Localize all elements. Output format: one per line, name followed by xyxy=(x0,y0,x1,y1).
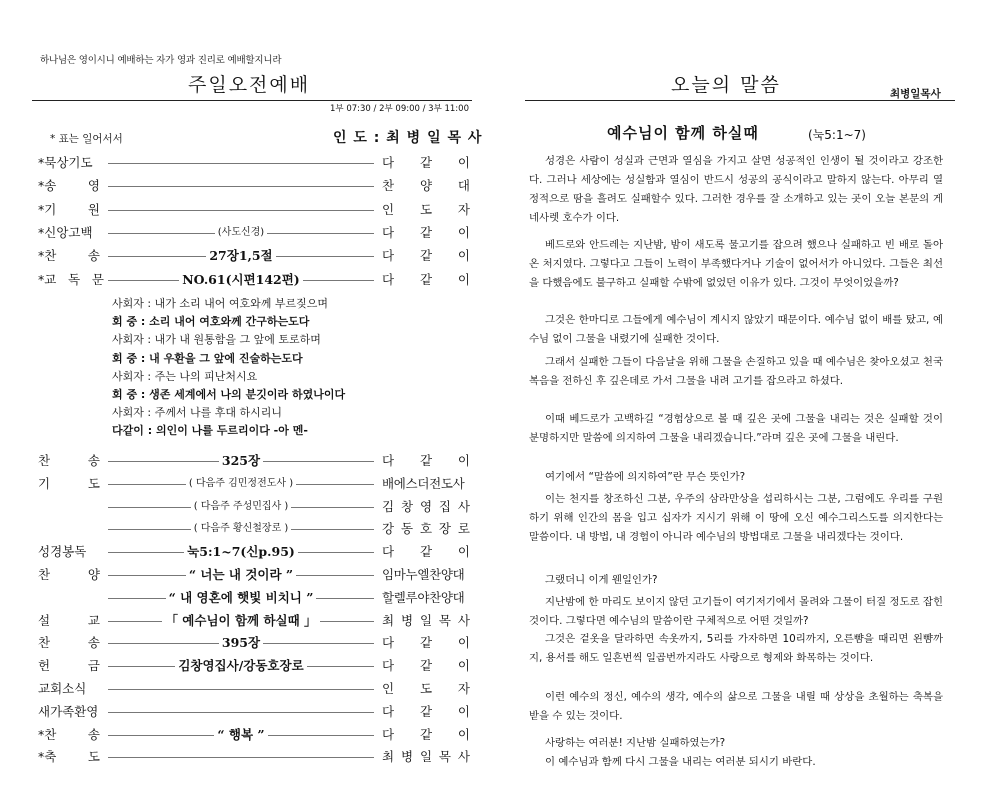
service-item-leader: 다 같 이 xyxy=(382,271,470,287)
sermon-reference: (눅5:1~7) xyxy=(808,128,866,142)
service-item-row xyxy=(38,542,470,562)
responsive-speaker: 사회자 : xyxy=(112,333,155,347)
responsive-line xyxy=(112,295,328,311)
service-item-row xyxy=(38,497,470,517)
service-item-label: 교회소식 xyxy=(38,681,87,696)
leader-line xyxy=(108,689,374,690)
sermon-paragraph: 그것은 겉옷을 달라하면 속옷까지, 5리를 가자하면 10리까지, 오른뺨을 때리면 왼뺨까지, 용서를 해도 일흔번씩 일곱번까지라도 사랑으로 형제와 화목하는 것이다. xyxy=(529,633,943,664)
sermon-section-header: 오늘의 말씀 xyxy=(671,74,781,96)
responsive-speaker: 다같이 : xyxy=(112,424,156,438)
sermon-paragraph: 이때 베드로가 고백하길 “경험상으로 볼 때 깊은 곳에 그물을 내리는 것은 실패할 것이 분명하지만 말씀에 의지하여 그물을 내리겠습니다.”라며 깊은 곳에 그물을 내린다. xyxy=(529,413,943,444)
sermon-paragraph: 그래서 실패한 그들이 다음날을 위해 그물을 손질하고 있을 때 예수님은 찾아오셨고 천국 복음을 전하신 후 깊은데로 가서 그물을 내려 고기를 잡으라고 하셨다. xyxy=(529,356,943,387)
service-item-label: 성경봉독 xyxy=(38,544,87,560)
responsive-line xyxy=(112,404,282,420)
service-item-leader: 다 같 이 xyxy=(382,155,470,170)
responsive-speaker: 사회자 : xyxy=(112,369,155,383)
service-item-row xyxy=(38,702,470,722)
service-item-leader: 다 같 이 xyxy=(382,224,470,240)
service-item-row xyxy=(38,611,470,631)
sermon-paragraph: 여기에서 “말씀에 의지하여”란 무슨 뜻인가? xyxy=(545,471,746,483)
service-item-detail: “ 내 영혼에 햇빛 비치니 ” xyxy=(108,588,374,606)
bulletin-motto: 하나님은 영이시니 예배하는 자가 영과 진리로 예배할지니라 xyxy=(40,55,282,66)
service-item-row xyxy=(38,223,470,243)
service-item-label: 찬 양 xyxy=(38,567,100,582)
sermon-title: 예수님이 함께 하실때 xyxy=(607,124,759,142)
service-item-detail: 눅5:1~7(신p.95) xyxy=(108,542,374,560)
service-item-label: *찬 송 xyxy=(38,248,100,264)
right-divider xyxy=(525,100,955,101)
service-item-leader: 인 도 자 xyxy=(382,201,470,217)
service-item-leader: 임마누엘찬양대 xyxy=(382,567,465,582)
responsive-text: 주는 나의 피난처시요 xyxy=(154,369,258,383)
service-item-detail: NO.61(시편142편) xyxy=(108,270,374,288)
service-item-detail: 김창영집사/강동호장로 xyxy=(108,656,374,674)
responsive-line xyxy=(112,313,309,329)
service-item-detail: ( 다음주 황신철장로 ) xyxy=(108,519,374,534)
service-item-detail: ( 다음주 주성민집사 ) xyxy=(108,497,374,512)
service-item-detail: “ 너는 내 것이라 ” xyxy=(108,565,374,583)
service-item-row xyxy=(38,588,470,608)
service-item-row xyxy=(38,153,470,173)
service-item-leader: 다 같 이 xyxy=(382,726,470,742)
service-item-label: 헌 금 xyxy=(38,658,100,674)
service-item-row xyxy=(38,725,470,745)
sermon-paragraph: 이런 예수의 정신, 예수의 생각, 예수의 삶으로 그물을 내릴 때 상상을 초월하는 축복을 받을 수 있는 것이다. xyxy=(529,691,943,722)
sermon-paragraph: 이 예수님과 함께 다시 그물을 내리는 여러분 되시기 바란다. xyxy=(545,756,816,768)
service-times: 1부 07:30 / 2부 09:00 / 3부 11:00 xyxy=(330,104,469,114)
responsive-speaker: 사회자 : xyxy=(112,297,155,310)
service-item-leader: 찬 양 대 xyxy=(382,178,470,194)
service-item-leader: 다 같 이 xyxy=(382,453,470,468)
service-item-row xyxy=(38,747,470,767)
responsive-text: 생존 세계에서 나의 분깃이라 하였나이다 xyxy=(149,388,346,401)
service-item-leader: 다 같 이 xyxy=(382,544,470,560)
service-item-row xyxy=(38,200,470,220)
service-item-row xyxy=(38,565,470,585)
service-item-detail: “ 행복 ” xyxy=(108,725,374,743)
service-item-row xyxy=(38,656,470,676)
service-item-label: 찬 송 xyxy=(38,635,100,651)
service-item-leader: 강 동 호 장 로 xyxy=(382,521,470,537)
service-item-leader: 다 같 이 xyxy=(382,658,470,674)
service-item-detail: ( 다음주 김민정전도사 ) xyxy=(108,474,374,489)
responsive-text: 의인이 나를 두르리이다 -아 멘- xyxy=(155,424,308,438)
service-item-label: *신앙고백 xyxy=(38,224,93,240)
sermon-paragraph: 베드로와 안드레는 지난밤, 밤이 새도록 물고기를 잡으려 했으나 실패하고 빈 배로 돌아온 처지였다. 그렇다고 그들이 노력이 부족했다거나 기술이 없어서가 아니었다. 그들은 최선을 다했음에도 불구하고 실패할 수밖에 없었던 이유가 있다. 그것이 무엇이었을까? xyxy=(529,239,943,289)
responsive-speaker: 회 중 : xyxy=(112,315,150,329)
service-item-leader: 배에스더전도사 xyxy=(382,475,465,491)
service-item-row xyxy=(38,451,470,471)
service-item-row xyxy=(38,679,470,699)
sermon-paragraph: 지난밤에 한 마리도 보이지 않던 고기들이 여기저기에서 몰려와 그물이 터질 정도로 잡힌 것이다. 그렇다면 예수님의 말씀이란 구체적으로 어떤 것일까? xyxy=(529,596,943,627)
service-item-label: 찬 송 xyxy=(38,453,100,468)
service-item-label: *묵상기도 xyxy=(38,155,93,170)
leader-line xyxy=(108,163,374,164)
service-item-label: *기 원 xyxy=(38,201,100,217)
service-item-label: 기 도 xyxy=(38,475,100,491)
preacher-name: 최병일목사 xyxy=(890,88,941,100)
responsive-line xyxy=(112,331,321,347)
responsive-text: 소리 내어 여호와께 간구하는도다 xyxy=(149,315,310,329)
sermon-paragraph: 그랬더니 이게 웬일인가? xyxy=(545,574,658,586)
service-item-detail: 395장 xyxy=(108,633,374,651)
sermon-paragraph: 그것은 한마디로 그들에게 예수님이 계시지 않았기 때문이다. 예수님 없이 배를 탔고, 예수님 없이 그물을 내렸기에 실패한 것이다. xyxy=(529,314,943,345)
sermon-paragraph: 이는 천지를 창조하신 그분, 우주의 삼라만상을 섭리하시는 그분, 그럼에도 우리를 구원하기 위해 인간의 몸을 입고 십자가 지시기 위해 이 땅에 오신 예수그리스도를 의지한다는 말씀이다. 내 방법, 내 경험이 아니라 예수님의 방법대로 그물을 내리겠다는 것이다. xyxy=(529,493,943,543)
responsive-speaker: 회 중 : xyxy=(112,388,150,401)
responsive-line xyxy=(112,350,303,366)
leader-line xyxy=(108,186,374,187)
responsive-speaker: 사회자 : xyxy=(112,406,155,420)
standing-note: * 표는 일어서서 xyxy=(50,133,123,145)
service-item-row xyxy=(38,246,470,266)
service-item-leader: 다 같 이 xyxy=(382,703,470,719)
responsive-line xyxy=(112,422,308,438)
leader-line xyxy=(108,210,374,211)
service-item-detail: 27장1,5절 xyxy=(108,246,374,264)
service-item-leader: 할렐루야찬양대 xyxy=(382,589,465,605)
service-item-label: *송 영 xyxy=(38,178,100,194)
service-item-row xyxy=(38,270,470,290)
service-item-leader: 최 병 일 목 사 xyxy=(382,612,470,628)
service-item-leader: 최 병 일 목 사 xyxy=(382,749,470,765)
sermon-paragraph: 사랑하는 여러분! 지난밤 실패하였는가? xyxy=(545,737,726,749)
service-item-label: *교 독 문 xyxy=(38,271,104,287)
responsive-speaker: 회 중 : xyxy=(112,351,150,365)
service-item-row xyxy=(38,519,470,539)
leader-line xyxy=(108,757,374,758)
service-item-leader: 인 도 자 xyxy=(382,681,470,696)
service-item-leader: 다 같 이 xyxy=(382,635,470,651)
service-title: 주일오전예배 xyxy=(188,74,311,96)
service-item-label: *축 도 xyxy=(38,749,100,765)
leader-line xyxy=(108,712,374,713)
responsive-text: 내가 소리 내어 여호와께 부르짖으며 xyxy=(154,297,328,310)
service-item-row xyxy=(38,474,470,494)
service-item-label: 새가족환영 xyxy=(38,703,99,719)
responsive-text: 주께서 나를 후대 하시리니 xyxy=(154,406,282,420)
responsive-line xyxy=(112,386,345,402)
service-item-leader: 김 창 영 집 사 xyxy=(382,498,470,514)
service-item-label: 설 교 xyxy=(38,612,100,628)
service-item-detail: (사도신경) xyxy=(108,223,374,238)
service-item-leader: 다 같 이 xyxy=(382,248,470,264)
responsive-text: 내 우환을 그 앞에 진술하는도다 xyxy=(149,351,303,365)
left-divider xyxy=(32,100,472,101)
service-leader: 인 도 : 최 병 일 목 사 xyxy=(333,130,483,146)
service-item-detail: 「 예수님이 함께 하실때 」 xyxy=(108,611,374,629)
service-item-detail: 325장 xyxy=(108,451,374,469)
service-item-row xyxy=(38,633,470,653)
responsive-line xyxy=(112,368,257,384)
service-item-row xyxy=(38,176,470,196)
responsive-text: 내가 내 원통함을 그 앞에 토로하며 xyxy=(154,333,321,347)
sermon-paragraph: 성경은 사람이 성실과 근면과 열심을 가지고 살면 성공적인 인생이 될 것이라고 강조한다. 그러나 세상에는 성실함과 열심이 반드시 성공의 공식이라고 말하지 않는다. 아무리 열정적으로 땀을 흘려도 실패할수 있다. 그러한 경우를 잘 소개하고 있는 곳이 오늘 본문의 게네사렛 호수가 이다. xyxy=(529,155,943,224)
service-item-label: *찬 송 xyxy=(38,726,100,742)
